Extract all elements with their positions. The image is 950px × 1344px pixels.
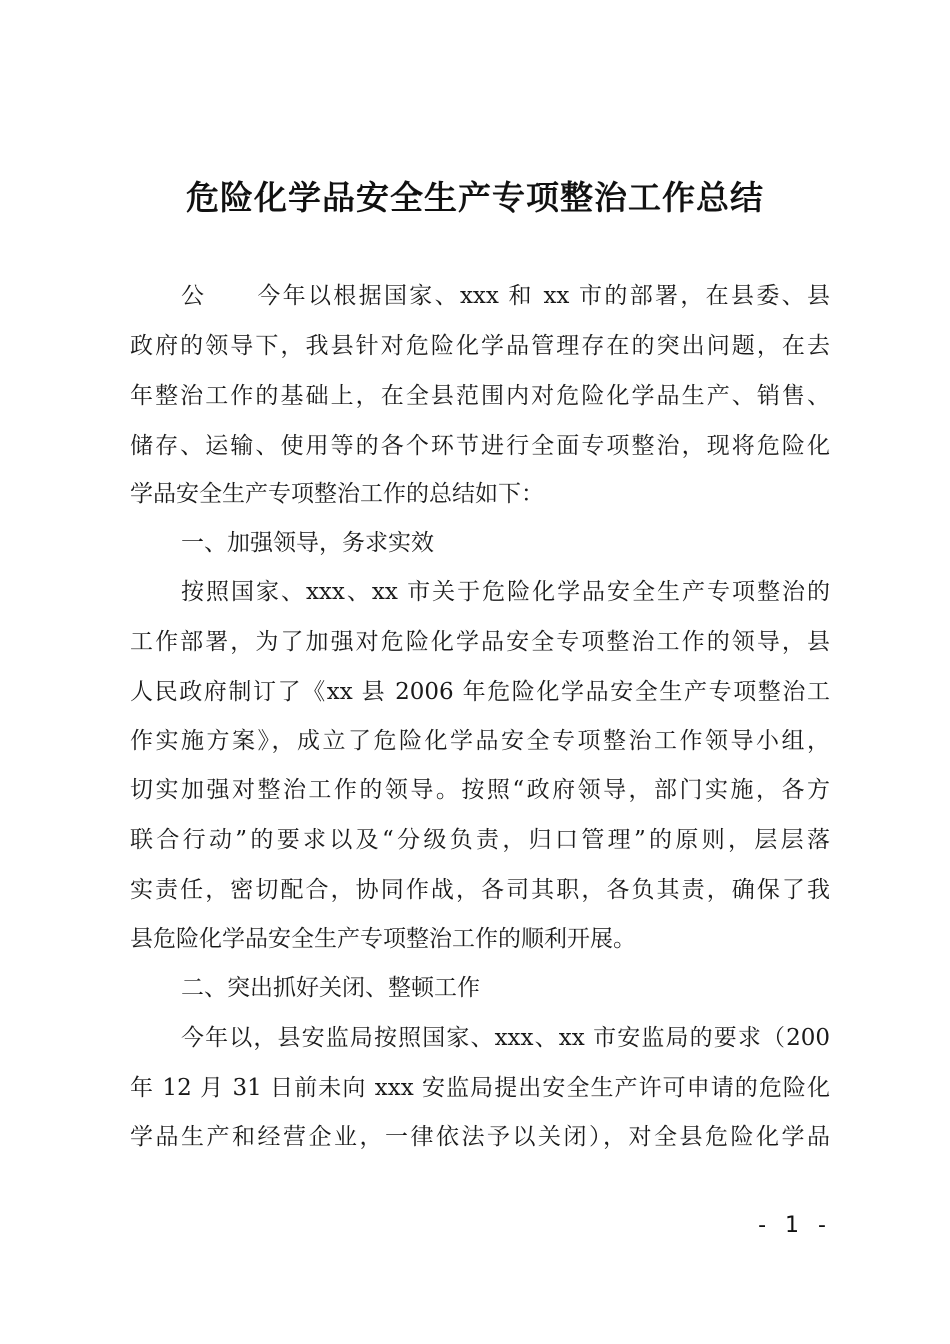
paragraph-line: 作实施方案》，成立了危险化学品安全专项整治工作领导小组，: [130, 728, 830, 754]
intro-first-char: 公: [181, 283, 204, 309]
section-heading: 一、加强领导，务求实效: [181, 530, 434, 556]
paragraph-line: 人民政府制订了《xx 县 2006 年危险化学品安全生产专项整治工: [130, 679, 830, 705]
paragraph-line: 实责任，密切配合，协同作战，各司其职，各负其责，确保了我: [130, 877, 830, 903]
paragraph-line: 按照国家、xxx、xx 市关于危险化学品安全生产专项整治的: [181, 579, 830, 605]
document-title: 危险化学品安全生产专项整治工作总结: [186, 178, 764, 217]
paragraph-line: 联合行动”的要求以及“分级负责，归口管理”的原则，层层落: [130, 827, 830, 853]
page-number: - 1 -: [758, 1213, 832, 1238]
intro-line-text: 今年以根据国家、xxx 和 xx 市的部署，在县委、县: [255, 283, 830, 309]
paragraph-line: 学品生产和经营企业，一律依法予以关闭），对全县危险化学品: [130, 1124, 830, 1150]
paragraph-line: 今年以，县安监局按照国家、xxx、xx 市安监局的要求（200: [181, 1025, 830, 1051]
paragraph-line: 储存、运输、使用等的各个环节进行全面专项整治，现将危险化: [130, 433, 830, 459]
paragraph-line: 学品安全生产专项整治工作的总结如下：: [130, 481, 544, 507]
paragraph-line: 切实加强对整治工作的领导。按照“政府领导，部门实施，各方: [130, 777, 830, 803]
section-heading: 二、突出抓好关闭、整顿工作: [181, 975, 480, 1001]
paragraph-line: 年 12 月 31 日前未向 xxx 安监局提出安全生产许可申请的危险化: [130, 1075, 830, 1101]
paragraph-line: 政府的领导下，我县针对危险化学品管理存在的突出问题，在去: [130, 333, 830, 359]
paragraph-line: [181, 281, 830, 311]
paragraph-line: 工作部署，为了加强对危险化学品安全专项整治工作的领导，县: [130, 629, 830, 655]
paragraph-line: 年整治工作的基础上，在全县范围内对危险化学品生产、销售、: [130, 383, 830, 409]
paragraph-line: 县危险化学品安全生产专项整治工作的顺利开展。: [130, 926, 636, 952]
